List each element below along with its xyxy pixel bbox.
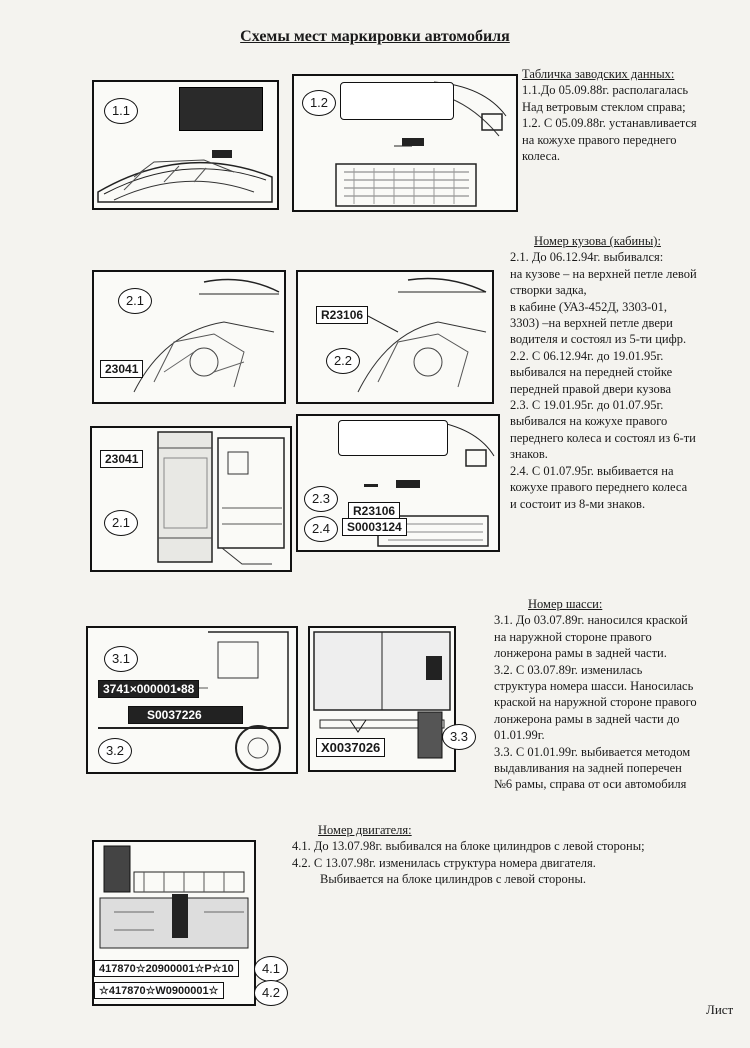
section-3-line: лонжерона рамы в задней части до [494,711,680,726]
badge-3-3: 3.3 [442,724,476,750]
section-2-line: 2.1. До 06.12.94г. выбивался: [510,250,664,265]
page-title: Схемы мест маркировки автомобиля [240,28,510,45]
badge-2-3: 2.3 [304,486,338,512]
section-2-line: створки задка, [510,283,587,298]
badge-2-1-c: 2.1 [104,510,138,536]
section-3-line: на наружной стороне правого [494,629,652,644]
panel-4-engine-block [92,840,256,1006]
chassis-number-label-new: S0037226 [128,706,243,724]
section-1-text [522,66,747,164]
section-1-line: Над ветровым стеклом справа; [522,99,686,114]
engine-number-label-new: ☆417870☆W0900001☆ [94,982,224,999]
section-2-heading: Номер кузова (кабины): [534,234,661,248]
panel-2-1-engine-bay [92,270,286,404]
engine-block-drawing [94,842,254,1004]
section-3-line: выдавливания на задней поперечен [494,761,682,776]
section-4-line: Выбивается на блоке цилиндров с левой стороны. [320,872,587,887]
section-2-line: выбивался на передней стойке [510,365,673,380]
badge-4-2: 4.2 [254,980,288,1006]
factory-plate-2 [338,420,448,456]
factory-plate-new [340,82,454,120]
panel-2-2-engine-bay [296,270,494,404]
sheet-label: Лист [706,1002,734,1017]
chassis-number-label-rear: X0037026 [316,738,385,757]
panel-2-1-rear-doors [90,426,292,572]
section-3-line: структура номера шасси. Наносилась [494,679,694,694]
panel-3-1-chassis-side [86,626,298,774]
section-2-line: выбивался на кожухе правого [510,414,668,429]
section-1-line: 1.2. С 05.09.88г. устанавливается [522,116,697,131]
section-4-line: 4.2. С 13.07.98г. изменилась структура номера двигателя. [292,855,596,870]
section-2-line: на кузове – на верхней петле левой [510,266,697,281]
section-2-text [510,233,747,512]
section-4-line: 4.1. До 13.07.98г. выбивался на блоке цилиндров с левой стороны; [292,839,645,854]
panel-2-3-wheel-cover [296,414,500,552]
section-2-line: переднего колеса и состоял из 6-ти [510,430,696,445]
body-number-label-d1: R23106 [348,502,400,520]
section-2-line: в кабине (УАЗ-452Д, 3303-01, [510,299,667,314]
section-2-line: 2.2. С 06.12.94г. до 19.01.95г. [510,348,664,363]
badge-4-1: 4.1 [254,956,288,982]
badge-1-1: 1.1 [104,98,138,124]
section-2-line: 3303) –на верхней петле двери [510,316,673,331]
section-4-heading: Номер двигателя: [318,823,412,837]
section-2-line: передней правой двери кузова [510,381,671,396]
badge-3-1: 3.1 [104,646,138,672]
section-2-line: кожухе правого переднего колеса [510,480,688,495]
engine-bay-drawing-2 [298,272,492,402]
section-1-line: колеса. [522,149,560,164]
section-3-line: 01.01.99г. [494,728,545,743]
section-3-line: краской на наружной стороне правого [494,695,697,710]
section-2-line: водителя и состоял из 5-ти цифр. [510,332,687,347]
badge-1-2: 1.2 [302,90,336,116]
section-3-line: 3.2. С 03.07.89г. изменилась [494,662,643,677]
badge-2-2: 2.2 [326,348,360,374]
section-3-heading: Номер шасси: [528,597,603,611]
section-3-line: 3.1. До 03.07.89г. наносился краской [494,613,688,628]
badge-2-1-a: 2.1 [118,288,152,314]
section-3-line: 3.3. С 01.01.99г. выбивается методом [494,744,691,759]
factory-plate-old [179,87,263,131]
body-number-label-d2: S0003124 [342,518,407,536]
section-1-line: на кожухе правого переднего [522,132,677,147]
body-number-label-b: R23106 [316,306,368,324]
body-number-label-a: 23041 [100,360,143,378]
section-2-line: и состоит из 8-ми знаков. [510,496,646,511]
engine-number-label-old: 417870☆20900001☆Р☆10 [94,960,239,977]
section-3-line: лонжерона рамы в задней части. [494,646,667,661]
section-2-line: 2.3. С 19.01.95г. до 01.07.95г. [510,398,664,413]
section-3-line: №6 рамы, справа от оси автомобиля [494,777,687,792]
section-1-line: 1.1.До 05.09.88г. располагалась [522,83,689,98]
panel-1-2-wheel-cover [292,74,518,212]
section-2-line: знаков. [510,447,548,462]
section-4-text [292,822,747,888]
section-1-heading: Табличка заводских данных: [522,67,675,81]
chassis-number-label-old: 3741×000001•88 [98,680,199,698]
badge-2-4: 2.4 [304,516,338,542]
section-2-line: 2.4. С 01.07.95г. выбивается на [510,463,674,478]
panel-3-3-chassis-rear [308,626,469,772]
badge-3-2: 3.2 [98,738,132,764]
panel-1-1-windshield [92,80,279,210]
section-3-text [494,596,747,793]
body-number-label-c: 23041 [100,450,143,468]
